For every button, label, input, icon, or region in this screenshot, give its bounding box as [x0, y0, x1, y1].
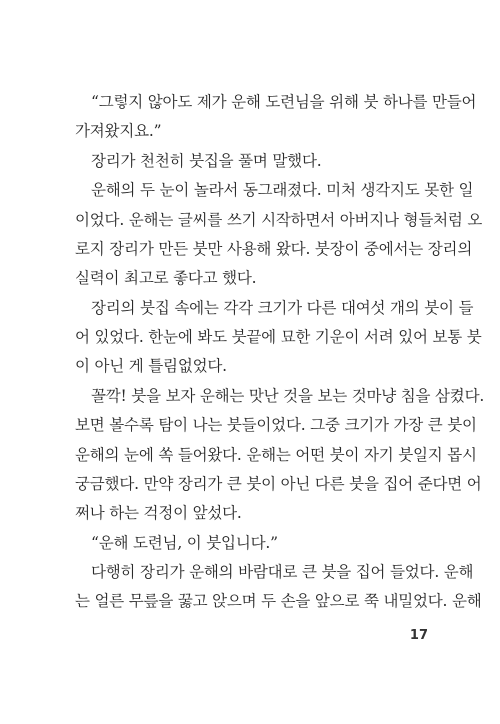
text-line: 보면 볼수록 탐이 나는 붓들이었다. 그중 크기가 가장 큰 붓이 [75, 416, 477, 434]
text-line: 쩌나 하는 걱정이 앞섰다. [75, 504, 242, 522]
text-line: 가져왔지요.” [75, 122, 162, 140]
text-line: 이었다. 운해는 글씨를 쓰기 시작하면서 아버지나 형들처럼 오 [75, 211, 483, 229]
text-line: 장리의 붓집 속에는 각각 크기가 다른 대여섯 개의 붓이 들 [91, 299, 474, 317]
text-line: 로지 장리가 만든 붓만 사용해 왔다. 붓장이 중에서는 장리의 [75, 240, 473, 258]
text-line: 운해의 두 눈이 놀라서 동그래졌다. 미처 생각지도 못한 일 [91, 181, 474, 199]
text-line: 실력이 최고로 좋다고 했다. [75, 269, 257, 287]
text-line: 장리가 천천히 붓집을 풀며 말했다. [91, 152, 322, 170]
text-line: 어 있었다. 한눈에 봐도 붓끝에 묘한 기운이 서려 있어 보통 붓 [75, 328, 482, 346]
page-number: 17 [409, 628, 428, 643]
text-line: 운해의 눈에 쏙 들어왔다. 운해는 어떤 붓이 자기 붓일지 몹시 [75, 446, 477, 464]
text-line: 는 얼른 무릎을 꿇고 앉으며 두 손을 앞으로 쭉 내밀었다. 운해 [75, 592, 482, 610]
text-line: “그렇지 않아도 제가 운해 도련님을 위해 붓 하나를 만들어 [91, 93, 477, 111]
text-line: 이 아닌 게 틀림없었다. [75, 357, 227, 375]
text-line: 궁금했다. 만약 장리가 큰 붓이 아닌 다른 붓을 집어 준다면 어 [75, 475, 482, 493]
text-line: 다행히 장리가 운해의 바람대로 큰 붓을 집어 들었다. 운해 [91, 563, 474, 581]
text-line: 꼴깍! 붓을 보자 운해는 맛난 것을 보는 것마냥 침을 삼켰다. [91, 387, 485, 405]
text-line: “운해 도련님, 이 붓입니다.” [91, 534, 278, 552]
